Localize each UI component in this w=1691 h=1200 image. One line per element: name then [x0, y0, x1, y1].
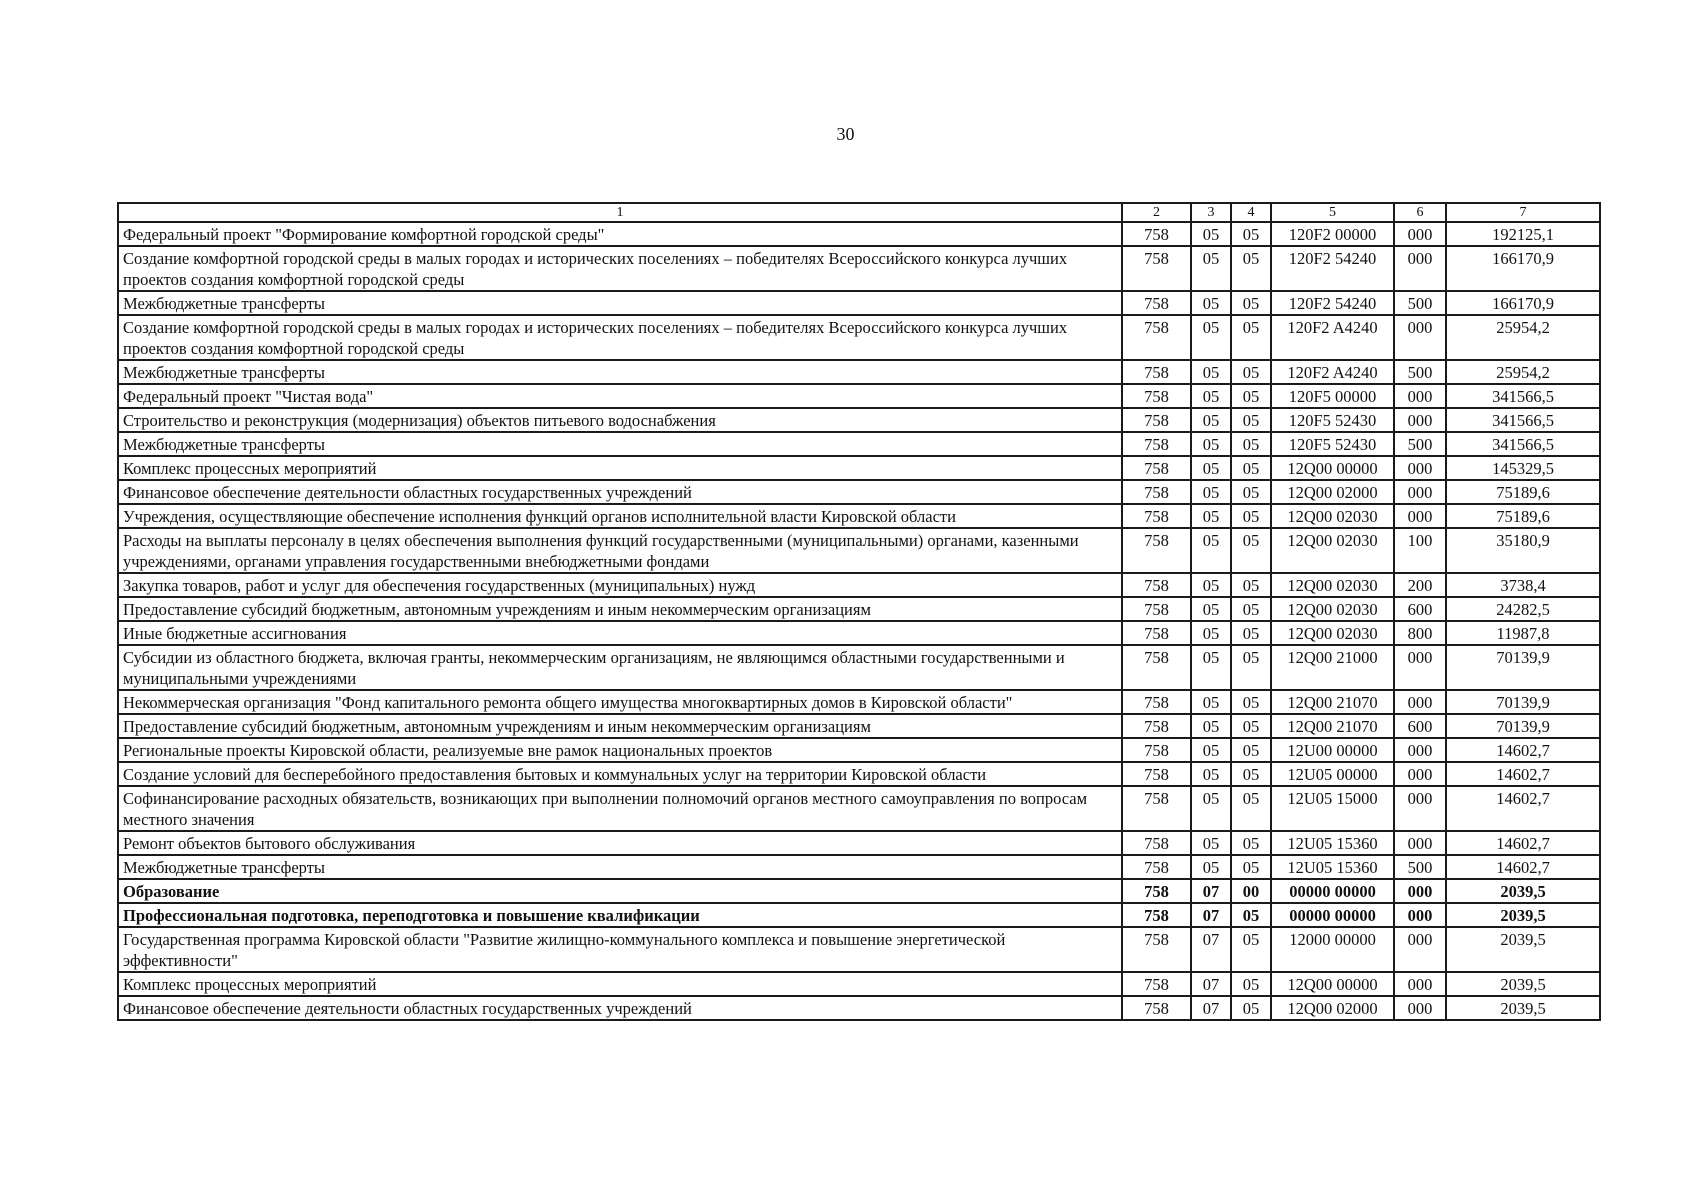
- table-header-row: [118, 203, 1600, 222]
- row-name-cell: Комплекс процессных мероприятий: [118, 456, 1122, 480]
- table-row: [118, 762, 1600, 786]
- budget-table: [117, 202, 1601, 1021]
- target-article-cell: 12Q00 02030: [1271, 528, 1394, 573]
- expense-type-cell: 500: [1394, 432, 1446, 456]
- section-code-cell: 05: [1191, 360, 1231, 384]
- table-row: [118, 831, 1600, 855]
- amount-cell: 14602,7: [1446, 762, 1600, 786]
- row-name-cell: Ремонт объектов бытового обслуживания: [118, 831, 1122, 855]
- subsection-code-cell: 05: [1231, 714, 1271, 738]
- amount-cell: 341566,5: [1446, 432, 1600, 456]
- row-name-cell: Федеральный проект "Чистая вода": [118, 384, 1122, 408]
- row-name-cell: Государственная программа Кировской области "Развитие жилищно-коммунального комплекса и повышение энергетической эффективности": [118, 927, 1122, 972]
- subsection-code-cell: 05: [1231, 690, 1271, 714]
- section-code-cell: 07: [1191, 972, 1231, 996]
- section-code-cell: 07: [1191, 903, 1231, 927]
- section-code-cell: 05: [1191, 408, 1231, 432]
- subsection-code-cell: 05: [1231, 762, 1271, 786]
- ministry-code-cell: 758: [1122, 573, 1191, 597]
- target-article-cell: 12Q00 00000: [1271, 972, 1394, 996]
- target-article-cell: 120F5 52430: [1271, 432, 1394, 456]
- subsection-code-cell: 05: [1231, 432, 1271, 456]
- table-row: [118, 222, 1600, 246]
- expense-type-cell: 000: [1394, 315, 1446, 360]
- table-row: [118, 855, 1600, 879]
- table-row: [118, 714, 1600, 738]
- amount-cell: 2039,5: [1446, 903, 1600, 927]
- ministry-code-cell: 758: [1122, 690, 1191, 714]
- amount-cell: 25954,2: [1446, 360, 1600, 384]
- target-article-cell: 120F2 A4240: [1271, 360, 1394, 384]
- ministry-code-cell: 758: [1122, 645, 1191, 690]
- table-row: [118, 972, 1600, 996]
- table-row: [118, 786, 1600, 831]
- amount-cell: 192125,1: [1446, 222, 1600, 246]
- expense-type-cell: 800: [1394, 621, 1446, 645]
- column-header: 2: [1122, 203, 1191, 222]
- ministry-code-cell: 758: [1122, 762, 1191, 786]
- target-article-cell: 12Q00 00000: [1271, 456, 1394, 480]
- amount-cell: 166170,9: [1446, 291, 1600, 315]
- expense-type-cell: 100: [1394, 528, 1446, 573]
- subsection-code-cell: 05: [1231, 597, 1271, 621]
- subsection-code-cell: 05: [1231, 573, 1271, 597]
- subsection-code-cell: 05: [1231, 972, 1271, 996]
- expense-type-cell: 000: [1394, 831, 1446, 855]
- subsection-code-cell: 05: [1231, 480, 1271, 504]
- expense-type-cell: 000: [1394, 738, 1446, 762]
- expense-type-cell: 000: [1394, 504, 1446, 528]
- target-article-cell: 120F5 00000: [1271, 384, 1394, 408]
- target-article-cell: 12Q00 21000: [1271, 645, 1394, 690]
- section-code-cell: 05: [1191, 504, 1231, 528]
- amount-cell: 70139,9: [1446, 714, 1600, 738]
- table-row: [118, 480, 1600, 504]
- ministry-code-cell: 758: [1122, 738, 1191, 762]
- target-article-cell: 12Q00 02000: [1271, 480, 1394, 504]
- amount-cell: 70139,9: [1446, 645, 1600, 690]
- column-header: 7: [1446, 203, 1600, 222]
- target-article-cell: 12U05 00000: [1271, 762, 1394, 786]
- ministry-code-cell: 758: [1122, 714, 1191, 738]
- subsection-code-cell: 05: [1231, 456, 1271, 480]
- amount-cell: 70139,9: [1446, 690, 1600, 714]
- expense-type-cell: 500: [1394, 360, 1446, 384]
- amount-cell: 341566,5: [1446, 408, 1600, 432]
- table-row: [118, 291, 1600, 315]
- amount-cell: 24282,5: [1446, 597, 1600, 621]
- subsection-code-cell: 05: [1231, 645, 1271, 690]
- subsection-code-cell: 05: [1231, 903, 1271, 927]
- table-row: [118, 597, 1600, 621]
- row-name-cell: Региональные проекты Кировской области, реализуемые вне рамок национальных проектов: [118, 738, 1122, 762]
- row-name-cell: Комплекс процессных мероприятий: [118, 972, 1122, 996]
- expense-type-cell: 000: [1394, 879, 1446, 903]
- row-name-cell: Межбюджетные трансферты: [118, 360, 1122, 384]
- table-row: [118, 903, 1600, 927]
- target-article-cell: 12U05 15000: [1271, 786, 1394, 831]
- ministry-code-cell: 758: [1122, 786, 1191, 831]
- expense-type-cell: 000: [1394, 786, 1446, 831]
- target-article-cell: 12Q00 02030: [1271, 573, 1394, 597]
- row-name-cell: Закупка товаров, работ и услуг для обеспечения государственных (муниципальных) нужд: [118, 573, 1122, 597]
- table-row: [118, 996, 1600, 1020]
- section-code-cell: 05: [1191, 456, 1231, 480]
- section-code-cell: 07: [1191, 879, 1231, 903]
- table-row: [118, 384, 1600, 408]
- table-row: [118, 645, 1600, 690]
- section-code-cell: 05: [1191, 621, 1231, 645]
- expense-type-cell: 000: [1394, 996, 1446, 1020]
- expense-type-cell: 000: [1394, 972, 1446, 996]
- section-code-cell: 05: [1191, 222, 1231, 246]
- table-row: [118, 360, 1600, 384]
- amount-cell: 14602,7: [1446, 831, 1600, 855]
- target-article-cell: 12U05 15360: [1271, 831, 1394, 855]
- table-body: [118, 222, 1600, 1020]
- ministry-code-cell: 758: [1122, 360, 1191, 384]
- ministry-code-cell: 758: [1122, 384, 1191, 408]
- amount-cell: 2039,5: [1446, 879, 1600, 903]
- table-row: [118, 504, 1600, 528]
- section-code-cell: 05: [1191, 528, 1231, 573]
- ministry-code-cell: 758: [1122, 903, 1191, 927]
- expense-type-cell: 000: [1394, 384, 1446, 408]
- row-name-cell: Создание комфортной городской среды в малых городах и исторических поселениях – победителях Всероссийского конкурса лучших проектов создания комфортной городской среды: [118, 315, 1122, 360]
- subsection-code-cell: 05: [1231, 996, 1271, 1020]
- subsection-code-cell: 05: [1231, 504, 1271, 528]
- expense-type-cell: 500: [1394, 855, 1446, 879]
- amount-cell: 25954,2: [1446, 315, 1600, 360]
- amount-cell: 35180,9: [1446, 528, 1600, 573]
- target-article-cell: 120F2 54240: [1271, 246, 1394, 291]
- column-header: 6: [1394, 203, 1446, 222]
- expense-type-cell: 600: [1394, 714, 1446, 738]
- table-row: [118, 690, 1600, 714]
- expense-type-cell: 000: [1394, 222, 1446, 246]
- section-code-cell: 05: [1191, 384, 1231, 408]
- target-article-cell: 120F5 52430: [1271, 408, 1394, 432]
- subsection-code-cell: 05: [1231, 927, 1271, 972]
- section-code-cell: 05: [1191, 714, 1231, 738]
- section-code-cell: 05: [1191, 690, 1231, 714]
- column-header: 5: [1271, 203, 1394, 222]
- row-name-cell: Создание комфортной городской среды в малых городах и исторических поселениях – победителях Всероссийского конкурса лучших проектов создания комфортной городской среды: [118, 246, 1122, 291]
- section-code-cell: 05: [1191, 573, 1231, 597]
- table-row: [118, 432, 1600, 456]
- row-name-cell: Предоставление субсидий бюджетным, автономным учреждениям и иным некоммерческим организациям: [118, 714, 1122, 738]
- table-row: [118, 927, 1600, 972]
- subsection-code-cell: 05: [1231, 246, 1271, 291]
- expense-type-cell: 000: [1394, 645, 1446, 690]
- target-article-cell: 12Q00 02030: [1271, 504, 1394, 528]
- amount-cell: 3738,4: [1446, 573, 1600, 597]
- ministry-code-cell: 758: [1122, 972, 1191, 996]
- section-code-cell: 05: [1191, 597, 1231, 621]
- ministry-code-cell: 758: [1122, 855, 1191, 879]
- expense-type-cell: 000: [1394, 690, 1446, 714]
- expense-type-cell: 200: [1394, 573, 1446, 597]
- target-article-cell: 12Q00 21070: [1271, 690, 1394, 714]
- column-header: 1: [118, 203, 1122, 222]
- row-name-cell: Межбюджетные трансферты: [118, 855, 1122, 879]
- expense-type-cell: 000: [1394, 456, 1446, 480]
- column-header: 3: [1191, 203, 1231, 222]
- section-code-cell: 05: [1191, 738, 1231, 762]
- row-name-cell: Субсидии из областного бюджета, включая гранты, некоммерческим организациям, не являющимся областными государственными и муниципальными учреждениями: [118, 645, 1122, 690]
- amount-cell: 14602,7: [1446, 786, 1600, 831]
- row-name-cell: Предоставление субсидий бюджетным, автономным учреждениям и иным некоммерческим организациям: [118, 597, 1122, 621]
- table-row: [118, 528, 1600, 573]
- amount-cell: 14602,7: [1446, 855, 1600, 879]
- section-code-cell: 05: [1191, 480, 1231, 504]
- subsection-code-cell: 05: [1231, 408, 1271, 432]
- target-article-cell: 12Q00 02000: [1271, 996, 1394, 1020]
- amount-cell: 2039,5: [1446, 996, 1600, 1020]
- amount-cell: 14602,7: [1446, 738, 1600, 762]
- subsection-code-cell: 05: [1231, 786, 1271, 831]
- page-number: 30: [836, 124, 855, 144]
- section-code-cell: 07: [1191, 996, 1231, 1020]
- ministry-code-cell: 758: [1122, 480, 1191, 504]
- row-name-cell: Расходы на выплаты персоналу в целях обеспечения выполнения функций государственными (муниципальными) органами, казенными учреждениями, органами управления государственными внебюджетными фондами: [118, 528, 1122, 573]
- expense-type-cell: 000: [1394, 762, 1446, 786]
- subsection-code-cell: 05: [1231, 315, 1271, 360]
- row-name-cell: Софинансирование расходных обязательств, возникающих при выполнении полномочий органов местного самоуправления по вопросам местного значения: [118, 786, 1122, 831]
- row-name-cell: Межбюджетные трансферты: [118, 291, 1122, 315]
- ministry-code-cell: 758: [1122, 408, 1191, 432]
- target-article-cell: 12Q00 02030: [1271, 621, 1394, 645]
- subsection-code-cell: 05: [1231, 291, 1271, 315]
- ministry-code-cell: 758: [1122, 996, 1191, 1020]
- subsection-code-cell: 05: [1231, 831, 1271, 855]
- amount-cell: 75189,6: [1446, 504, 1600, 528]
- expense-type-cell: 000: [1394, 903, 1446, 927]
- amount-cell: 2039,5: [1446, 972, 1600, 996]
- table-row: [118, 315, 1600, 360]
- section-code-cell: 05: [1191, 762, 1231, 786]
- subsection-code-cell: 05: [1231, 384, 1271, 408]
- table-row: [118, 408, 1600, 432]
- target-article-cell: 12000 00000: [1271, 927, 1394, 972]
- row-name-cell: Финансовое обеспечение деятельности областных государственных учреждений: [118, 480, 1122, 504]
- section-code-cell: 05: [1191, 246, 1231, 291]
- section-code-cell: 05: [1191, 786, 1231, 831]
- ministry-code-cell: 758: [1122, 315, 1191, 360]
- section-code-cell: 05: [1191, 855, 1231, 879]
- table-row: [118, 573, 1600, 597]
- subsection-code-cell: 05: [1231, 621, 1271, 645]
- ministry-code-cell: 758: [1122, 879, 1191, 903]
- ministry-code-cell: 758: [1122, 621, 1191, 645]
- row-name-cell: Некоммерческая организация "Фонд капитального ремонта общего имущества многоквартирных домов в Кировской области": [118, 690, 1122, 714]
- ministry-code-cell: 758: [1122, 222, 1191, 246]
- expense-type-cell: 000: [1394, 408, 1446, 432]
- subsection-code-cell: 05: [1231, 528, 1271, 573]
- target-article-cell: 12Q00 02030: [1271, 597, 1394, 621]
- target-article-cell: 00000 00000: [1271, 879, 1394, 903]
- amount-cell: 166170,9: [1446, 246, 1600, 291]
- section-code-cell: 05: [1191, 291, 1231, 315]
- row-name-cell: Профессиональная подготовка, переподготовка и повышение квалификации: [118, 903, 1122, 927]
- ministry-code-cell: 758: [1122, 456, 1191, 480]
- amount-cell: 2039,5: [1446, 927, 1600, 972]
- subsection-code-cell: 05: [1231, 222, 1271, 246]
- target-article-cell: 12U05 15360: [1271, 855, 1394, 879]
- ministry-code-cell: 758: [1122, 246, 1191, 291]
- section-code-cell: 05: [1191, 315, 1231, 360]
- table-row: [118, 246, 1600, 291]
- row-name-cell: Финансовое обеспечение деятельности областных государственных учреждений: [118, 996, 1122, 1020]
- ministry-code-cell: 758: [1122, 432, 1191, 456]
- ministry-code-cell: 758: [1122, 504, 1191, 528]
- target-article-cell: 12Q00 21070: [1271, 714, 1394, 738]
- expense-type-cell: 000: [1394, 246, 1446, 291]
- amount-cell: 341566,5: [1446, 384, 1600, 408]
- row-name-cell: Создание условий для бесперебойного предоставления бытовых и коммунальных услуг на территории Кировской области: [118, 762, 1122, 786]
- row-name-cell: Учреждения, осуществляющие обеспечение исполнения функций органов исполнительной власти Кировской области: [118, 504, 1122, 528]
- amount-cell: 145329,5: [1446, 456, 1600, 480]
- amount-cell: 75189,6: [1446, 480, 1600, 504]
- ministry-code-cell: 758: [1122, 597, 1191, 621]
- section-code-cell: 05: [1191, 645, 1231, 690]
- ministry-code-cell: 758: [1122, 831, 1191, 855]
- target-article-cell: 120F2 54240: [1271, 291, 1394, 315]
- amount-cell: 11987,8: [1446, 621, 1600, 645]
- table-row: [118, 879, 1600, 903]
- section-code-cell: 05: [1191, 432, 1231, 456]
- expense-type-cell: 500: [1394, 291, 1446, 315]
- ministry-code-cell: 758: [1122, 291, 1191, 315]
- subsection-code-cell: 05: [1231, 738, 1271, 762]
- subsection-code-cell: 05: [1231, 360, 1271, 384]
- expense-type-cell: 000: [1394, 480, 1446, 504]
- table-row: [118, 621, 1600, 645]
- row-name-cell: Строительство и реконструкция (модернизация) объектов питьевого водоснабжения: [118, 408, 1122, 432]
- target-article-cell: 120F2 A4240: [1271, 315, 1394, 360]
- target-article-cell: 12U00 00000: [1271, 738, 1394, 762]
- section-code-cell: 05: [1191, 831, 1231, 855]
- row-name-cell: Иные бюджетные ассигнования: [118, 621, 1122, 645]
- row-name-cell: Образование: [118, 879, 1122, 903]
- table-row: [118, 456, 1600, 480]
- expense-type-cell: 000: [1394, 927, 1446, 972]
- expense-type-cell: 600: [1394, 597, 1446, 621]
- row-name-cell: Федеральный проект "Формирование комфортной городской среды": [118, 222, 1122, 246]
- column-header: 4: [1231, 203, 1271, 222]
- target-article-cell: 00000 00000: [1271, 903, 1394, 927]
- table-row: [118, 738, 1600, 762]
- ministry-code-cell: 758: [1122, 528, 1191, 573]
- target-article-cell: 120F2 00000: [1271, 222, 1394, 246]
- subsection-code-cell: 05: [1231, 855, 1271, 879]
- ministry-code-cell: 758: [1122, 927, 1191, 972]
- row-name-cell: Межбюджетные трансферты: [118, 432, 1122, 456]
- section-code-cell: 07: [1191, 927, 1231, 972]
- subsection-code-cell: 00: [1231, 879, 1271, 903]
